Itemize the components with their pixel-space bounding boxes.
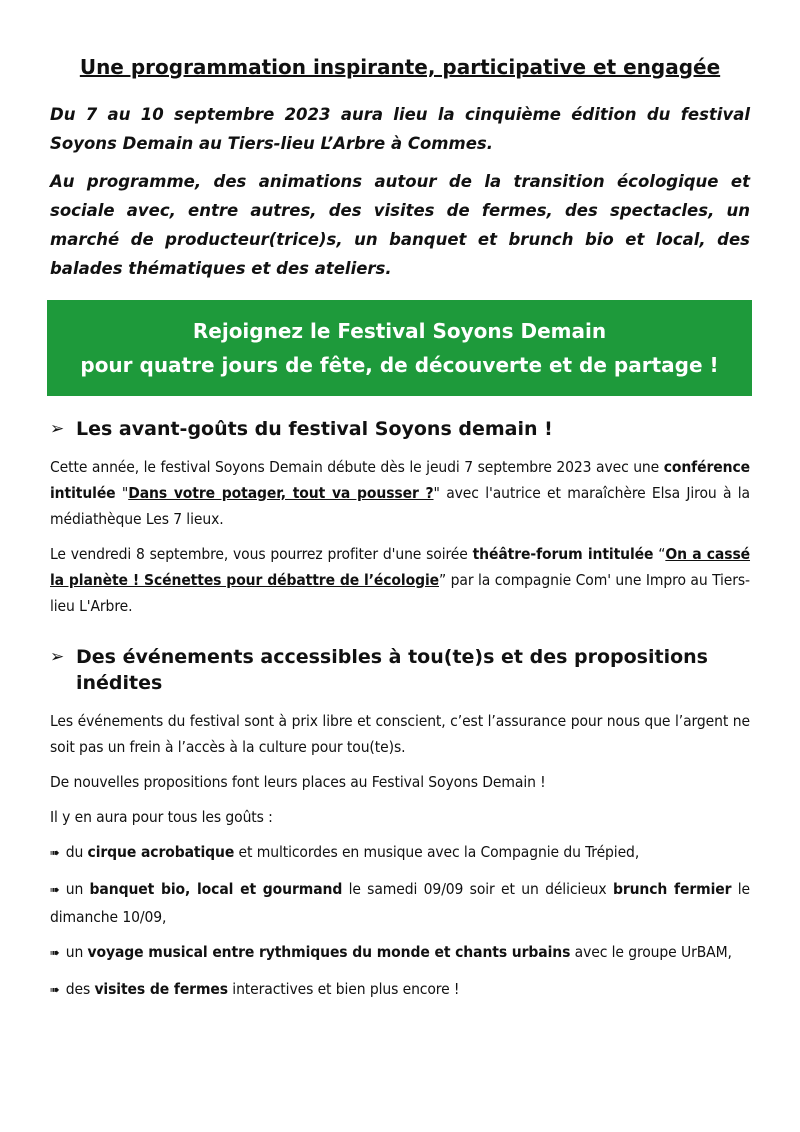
list-item	[50, 839, 750, 867]
tous-les-gouts-paragraph: Il y en aura pour tous les goûts :	[50, 808, 273, 826]
invitation-banner	[47, 300, 752, 396]
section-heading-text: Les avant-goûts du festival Soyons demain !	[76, 418, 553, 440]
text-span: et multicordes en musique avec la Compagnie du Trépied,	[234, 843, 640, 861]
text-span: du	[65, 843, 88, 861]
list-item	[50, 976, 750, 1004]
text-span: ” par la compagnie Com' une Impro au Tiers-lieu L'Arbre.	[50, 571, 750, 615]
heavy-arrow-icon: ➠	[50, 846, 60, 861]
text-span: un	[65, 880, 90, 898]
section-heading	[50, 644, 750, 696]
conference-paragraph	[50, 454, 750, 532]
theatre-paragraph	[50, 541, 750, 619]
bold-text: banquet bio, local et gourmand	[89, 880, 343, 898]
text-span: le samedi 09/09 soir et un délicieux	[342, 880, 613, 898]
text-span: "	[115, 484, 129, 502]
text-span: un	[65, 943, 88, 961]
bold-text: conférence intitulée	[50, 458, 750, 502]
section-heading	[50, 416, 750, 442]
theatre-title: On a cassé la planète ! Scénettes pour débattre de l’écologie	[50, 545, 751, 589]
bold-text: brunch fermier	[612, 880, 732, 898]
banner-line-2: pour quatre jours de fête, de découverte et de partage !	[80, 353, 719, 377]
arrowhead-icon: ➢	[50, 647, 65, 667]
heavy-arrow-icon: ➠	[50, 883, 60, 898]
text-span: " avec l'autrice et maraîchère Elsa Jirou à la médiathèque Les 7 lieux.	[50, 484, 750, 528]
bold-text: théâtre-forum intitulée	[472, 545, 654, 563]
page-title: Une programmation inspirante, participative et engagée	[79, 55, 721, 79]
text-span: interactives et bien plus encore !	[227, 980, 460, 998]
bold-text: cirque acrobatique	[87, 843, 235, 861]
section-evenements	[50, 644, 750, 1013]
list-item	[50, 939, 750, 967]
list-item	[50, 876, 750, 930]
intro	[50, 100, 750, 292]
heavy-arrow-icon: ➠	[50, 946, 60, 961]
nouvelles-propositions-paragraph: De nouvelles propositions font leurs places au Festival Soyons Demain !	[50, 773, 546, 791]
prix-libre-paragraph: Les événements du festival sont à prix libre et conscient, c’est l’assurance pour nous que l’argent ne soit pas un frein à l’accès à la culture pour tou(te)s.	[50, 712, 750, 756]
heavy-arrow-icon: ➠	[50, 983, 60, 998]
text-span: des	[65, 980, 95, 998]
bold-text: visites de fermes	[94, 980, 228, 998]
arrowhead-icon: ➢	[50, 419, 65, 439]
text-span: le dimanche 10/09,	[50, 880, 751, 926]
conference-title: Dans votre potager, tout va pousser ?	[128, 484, 434, 502]
section-heading-text: Des événements accessibles à tou(te)s et des propositions inédites	[76, 646, 708, 694]
text-span: avec le groupe UrBAM,	[570, 943, 732, 961]
banner-line-1: Rejoignez le Festival Soyons Demain	[192, 319, 607, 343]
intro-paragraph-dates: Du 7 au 10 septembre 2023 aura lieu la cinquième édition du festival Soyons Demain au Tiers-lieu L’Arbre à Commes.	[50, 105, 750, 153]
text-span: Cette année, le festival Soyons Demain débute dès le jeudi 7 septembre 2023 avec une	[50, 458, 664, 476]
text-span: “	[653, 545, 666, 563]
text-span: Le vendredi 8 septembre, vous pourrez profiter d'une soirée	[50, 545, 473, 563]
section-avant-gouts	[50, 416, 750, 628]
bold-text: voyage musical entre rythmiques du monde et chants urbains	[87, 943, 571, 961]
intro-paragraph-programme: Au programme, des animations autour de la transition écologique et sociale avec, entre autres, des visites de fermes, des spectacles, un marché de producteur(trice)s, un banquet et brunch bio et local, des balades thématiques et des ateliers.	[50, 172, 750, 278]
